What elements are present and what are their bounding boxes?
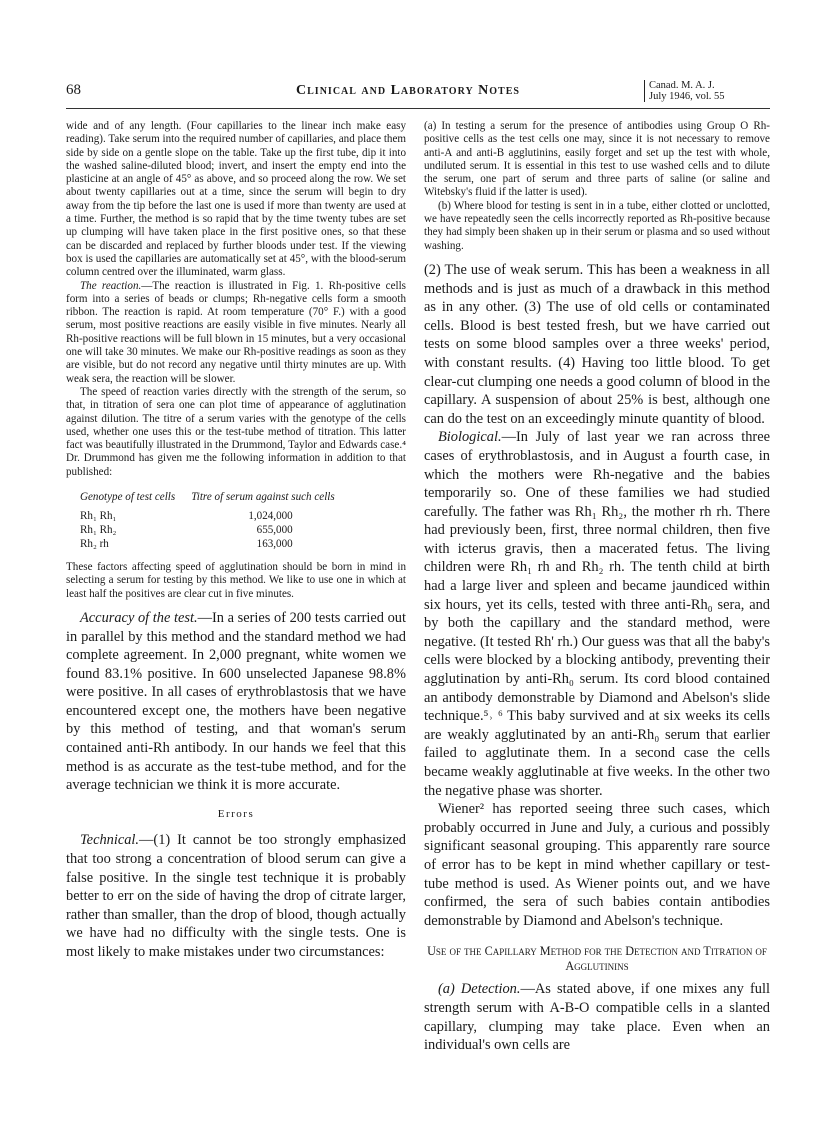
large-text-block — [66, 609, 406, 962]
large-text-block — [424, 261, 770, 1055]
running-title: Clinical and Laboratory Notes — [296, 83, 520, 98]
paragraph-technical: Technical.—(1) It cannot be too strongly emphasized that too strong a concentration of blood serum can give a false positive. In the single test technique it is probably better to err on the side of having the drop of citrate larger, rather than smaller, than the drop of blood, though actually we have had no difficulty with the single tests. One is most likely to make mistakes under two circumstances: — [66, 832, 406, 960]
genotype-cell: Rh₁ Rh₂ — [80, 524, 117, 537]
paragraph-item-b: (b) Where blood for testing is sent in in a tube, either clotted or unclotted, we have repeatedly seen the cells incorrectly reported as Rh-positive because they had simply been shaken up in their serum or plasma and so used without washing. — [424, 199, 770, 252]
paragraph-weak-serum: (2) The use of weak serum. This has been a weakness in all methods and is just as much of a drawback in this method as in any other. (3) The use of old cells or contaminated cells. Blood is best tested fresh, but we have carried out tests on some blood samples over a three weeks' period, with constant results. (4) Having too little blood. To get clear-cut clumping one needs a good column of blood in the capillary. A suspension of about 25% is best, although one can do the test on an exceedingly minute quantity of blood. — [424, 261, 770, 427]
page-number: 68 — [66, 82, 81, 98]
paragraph-reaction: The reaction.—The reaction is illustrated in Fig. 1. Rh-positive cells form into a series of beads or clumps; Rh-negative cells form a smooth ribbon. The reaction is rapid. At room temperature (70° F.) with a good serum, most positive reactions are easily visible in five minutes. Nearly all Rh-positive reactions will be full blown in 15 minutes, but a very occasional one will take 30 minutes. We make our Rh-positive readings as soon as they are visible, but do not record any negative until thirty minutes are up. With weak sera, the reaction will be slower. — [66, 279, 406, 385]
run-in-heading: Technical. — [80, 832, 140, 849]
table-header-titre: Titre of serum against such cells — [191, 491, 335, 504]
titre-cell: 1,024,000 — [248, 510, 293, 523]
header-rule — [66, 108, 770, 109]
journal-citation — [644, 80, 725, 102]
run-in-heading: Biological. — [438, 429, 502, 446]
run-in-heading: Accuracy of the test. — [80, 609, 198, 626]
left-column — [66, 120, 406, 962]
errors-heading: Errors — [217, 807, 255, 820]
journal-name: Canad. M. A. J. — [649, 80, 715, 91]
table-row — [72, 509, 343, 523]
paragraph-accuracy: Accuracy of the test.—In a series of 200 tests carried out in parallel by this method and the standard method we had complete agreement. In 2,000 pregnant, white women we found 83.1% positive. In 600 unselected Japanese 98.8% were positive. In all cases of erythroblastosis that we have encountered except one, the mothers have been negative by this method of testing, and that woman's serum contained anti-Rh antibody. In our hands we feel that this method is as accurate as the test-tube method, and for the average technician we think it is more accurate. — [66, 609, 406, 794]
paragraph-biological: Biological.—In July of last year we ran across three cases of erythroblastosis, and in August a fourth case, in which the mothers were Rh-negative and the babies temporarily so. One of these families we had studied carefully. The father was Rh₁ Rh₂, the mother rh rh. There had previously been, first, three normal children, then five with icterus gravis, then a macerated fetus. The living children were Rh₁ rh and Rh₂ rh. The tenth child at birth had a large liver and spleen and became jaundiced within six hours, yet its cells, tested with three anti-Rh₀ sera, and by both the capillary and the standard method, were negative. (It tested Rh' rh.) Our guess was that all the baby's cells were blocked by a blocking antibody, preventing their agglutination by anti-Rh₀ serum. Its cord blood contained an antibody demonstrable by Diamond and Abelson's slide technique.⁵˒ ⁶ This baby survived and at six weeks its cells are weakly agglutinated by an anti-Rh₀ serum that earlier failed to agglutinate them. In a second case the cells became weakly agglutinable at five weeks. In the other two the negative phase was shorter. — [424, 429, 770, 799]
right-column — [424, 120, 770, 1055]
genotype-cell: Rh₂ rh — [80, 538, 109, 551]
page-header — [0, 80, 816, 108]
paragraph-item-a: (a) In testing a serum for the presence of antibodies using Group O Rh-positive cells as the test cells one may, since it is not necessary to remove anti-A and anti-B agglutinins, easily forget and set up the test with whole, undiluted serum. It is essential in this test to use washed cells and to dilute the serum, one part of serum and three parts of saline (or saline and Witebsky's fluid if the latter is used). — [424, 120, 770, 199]
small-text-block — [66, 120, 406, 601]
section-heading: Use of the Capillary Method for the Detection and Titration of Agglutinins — [427, 944, 767, 974]
paragraph-capillary-setup: wide and of any length. (Four capillaries to the linear inch make easy reading). Take serum into the required number of capillaries, and place them side by side on a gentle slope on the table. Take up the first tube, dip it into the washed saline-diluted blood; invert, and insert the empty end into the plasticine at an angle of 45° as above, and so proceed along the row. We set about twenty capillaries out at a time, since the serum will begin to dry away from the tip before the last one is used if more than twenty are used at a time. Further, the method is so rapid that by the time twenty tubes are set up clumping will have taken place in the first positive ones, so that these can be discarded and replaced by further bloods under test. If the viewing box is used the capillaries are automatically set at 45°, with the blood-serum column centred over the illuminated, warm glass. — [66, 120, 406, 279]
paragraph-speed-of-reaction: The speed of reaction varies directly with the strength of the serum, so that, in titration of sera one can plot time of appearance of agglutination against dilution. The titre of a serum varies with the genotype of the cells used, whether one uses this or the test-tube method of titration. This latter fact was beautifully illustrated in the Drummond, Taylor and Edwards case.⁴ Dr. Drummond has given me the following information in addition to that published: — [66, 385, 406, 478]
paragraph-detection: (a) Detection.—As stated above, if one mixes any full strength serum with A-B-O compatible cells in a slanted capillary, clumping may take place. Even when an individual's own cells are — [424, 981, 770, 1054]
small-text-block — [424, 120, 770, 253]
table-row — [72, 523, 343, 537]
journal-date-volume: July 1946, vol. 55 — [649, 91, 725, 102]
titre-table — [72, 491, 343, 551]
run-in-heading: (a) Detection. — [438, 981, 521, 998]
table-row — [72, 537, 343, 551]
paragraph-factors: These factors affecting speed of agglutination should be born in mind in selecting a serum for testing by this method. We like to use one in which at least half the positives are clear cut in five minutes. — [66, 561, 406, 600]
table-header-genotype: Genotype of test cells — [80, 491, 176, 504]
genotype-cell: Rh₁ Rh₁ — [80, 510, 117, 523]
titre-cell: 163,000 — [256, 538, 293, 551]
titre-cell: 655,000 — [256, 524, 293, 537]
run-in-heading: The reaction. — [80, 279, 142, 292]
paragraph-wiener: Wiener² has reported seeing three such cases, which probably occurred in June and July, a curious and possibly significant seasonal grouping. This apparently rare source of error has to be kept in mind whether capillary or test-tube method is used. As Wiener points out, and we have confirmed, the sera of such babies contain antibodies demonstrable by Diamond and Abelson's technique. — [424, 801, 770, 929]
